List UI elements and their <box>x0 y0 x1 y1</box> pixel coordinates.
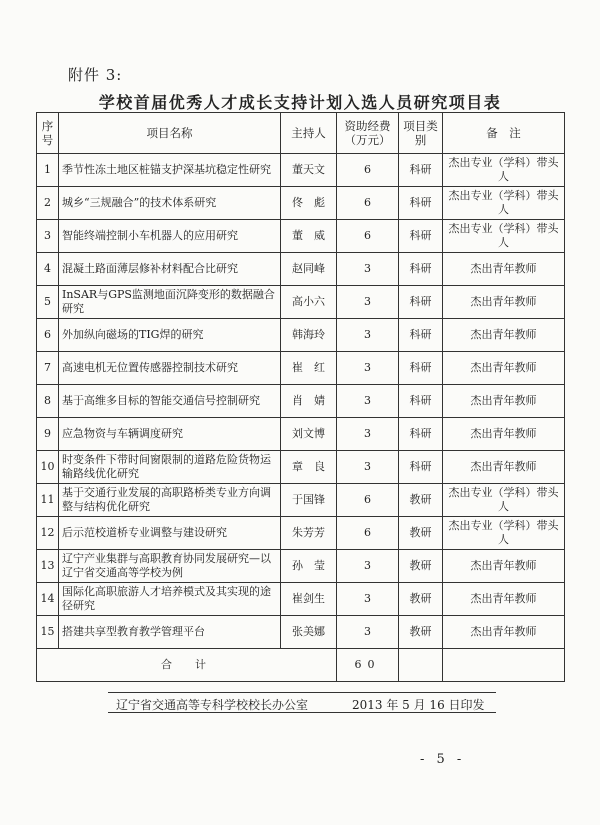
issue-date: 2013 年 5 月 16 日印发 <box>352 698 485 712</box>
row-seq: 7 <box>37 352 59 385</box>
row-host: 赵同峰 <box>281 253 337 286</box>
table-row <box>37 385 565 418</box>
row-seq: 2 <box>37 187 59 220</box>
table-row <box>37 418 565 451</box>
table-row <box>37 220 565 253</box>
row-funding: 3 <box>337 418 399 451</box>
row-note: 杰出青年教师 <box>443 286 565 319</box>
row-project-name: InSAR与GPS监测地面沉降变形的数据融合研究 <box>59 286 281 319</box>
row-host: 孙 莹 <box>281 550 337 583</box>
row-type: 科研 <box>399 220 443 253</box>
header-host: 主持人 <box>281 113 337 154</box>
footer-top-rule <box>108 692 496 693</box>
row-project-name: 高速电机无位置传感器控制技术研究 <box>59 352 281 385</box>
row-project-name: 季节性冻土地区桩锚支护深基坑稳定性研究 <box>59 154 281 187</box>
header-note: 备 注 <box>443 113 565 154</box>
row-host: 刘文博 <box>281 418 337 451</box>
table-row <box>37 517 565 550</box>
row-seq: 3 <box>37 220 59 253</box>
header-funding: 资助经费（万元） <box>337 113 399 154</box>
row-seq: 11 <box>37 484 59 517</box>
row-funding: 6 <box>337 220 399 253</box>
table-row <box>37 451 565 484</box>
row-funding: 3 <box>337 550 399 583</box>
row-type: 科研 <box>399 418 443 451</box>
row-type: 科研 <box>399 352 443 385</box>
table-row <box>37 319 565 352</box>
row-funding: 3 <box>337 583 399 616</box>
row-project-name: 时变条件下带时间窗限制的道路危险货物运输路线优化研究 <box>59 451 281 484</box>
project-table <box>36 112 565 682</box>
header-seq: 序号 <box>37 113 59 154</box>
row-project-name: 智能终端控制小车机器人的应用研究 <box>59 220 281 253</box>
footer-bottom-rule <box>108 712 496 713</box>
row-funding: 3 <box>337 451 399 484</box>
row-host: 崔 红 <box>281 352 337 385</box>
total-value: 60 <box>337 649 399 682</box>
row-type: 教研 <box>399 550 443 583</box>
row-type: 科研 <box>399 253 443 286</box>
row-seq: 8 <box>37 385 59 418</box>
row-seq: 13 <box>37 550 59 583</box>
row-seq: 12 <box>37 517 59 550</box>
row-project-name: 基于高维多目标的智能交通信号控制研究 <box>59 385 281 418</box>
row-note: 杰出专业（学科）带头人 <box>443 484 565 517</box>
row-type: 教研 <box>399 517 443 550</box>
row-project-name: 搭建共享型教育教学管理平台 <box>59 616 281 649</box>
row-host: 高小六 <box>281 286 337 319</box>
table-row <box>37 187 565 220</box>
row-type: 教研 <box>399 484 443 517</box>
table-row <box>37 583 565 616</box>
header-project-name: 项目名称 <box>59 113 281 154</box>
row-note: 杰出青年教师 <box>443 583 565 616</box>
row-project-name: 混凝土路面薄层修补材料配合比研究 <box>59 253 281 286</box>
row-host: 崔剑生 <box>281 583 337 616</box>
header-type: 项目类别 <box>399 113 443 154</box>
page-number: - 5 - <box>420 752 466 767</box>
row-host: 章 良 <box>281 451 337 484</box>
row-funding: 3 <box>337 253 399 286</box>
attachment-label: 附件 3: <box>68 66 123 84</box>
row-funding: 3 <box>337 319 399 352</box>
table-row <box>37 286 565 319</box>
row-funding: 6 <box>337 484 399 517</box>
row-note: 杰出专业（学科）带头人 <box>443 517 565 550</box>
table-row <box>37 616 565 649</box>
row-seq: 9 <box>37 418 59 451</box>
row-seq: 15 <box>37 616 59 649</box>
row-type: 科研 <box>399 187 443 220</box>
row-project-name: 应急物资与车辆调度研究 <box>59 418 281 451</box>
row-type: 科研 <box>399 286 443 319</box>
row-note: 杰出青年教师 <box>443 418 565 451</box>
row-type: 教研 <box>399 583 443 616</box>
row-seq: 5 <box>37 286 59 319</box>
row-host: 董 威 <box>281 220 337 253</box>
row-funding: 6 <box>337 187 399 220</box>
row-note: 杰出青年教师 <box>443 319 565 352</box>
row-host: 肖 婧 <box>281 385 337 418</box>
row-type: 教研 <box>399 616 443 649</box>
row-funding: 3 <box>337 286 399 319</box>
row-funding: 3 <box>337 352 399 385</box>
table-row <box>37 352 565 385</box>
document-title: 学校首届优秀人才成长支持计划入选人员研究项目表 <box>98 93 502 112</box>
row-funding: 6 <box>337 517 399 550</box>
row-type: 科研 <box>399 319 443 352</box>
row-note: 杰出青年教师 <box>443 550 565 583</box>
row-host: 于国锋 <box>281 484 337 517</box>
row-seq: 4 <box>37 253 59 286</box>
row-project-name: 辽宁产业集群与高职教育协同发展研究—以辽宁省交通高等学校为例 <box>59 550 281 583</box>
table-row <box>37 484 565 517</box>
total-label: 合 计 <box>37 649 337 682</box>
row-note: 杰出专业（学科）带头人 <box>443 187 565 220</box>
row-seq: 10 <box>37 451 59 484</box>
row-note: 杰出专业（学科）带头人 <box>443 220 565 253</box>
row-project-name: 城乡“三规融合”的技术体系研究 <box>59 187 281 220</box>
row-host: 韩海玲 <box>281 319 337 352</box>
row-seq: 14 <box>37 583 59 616</box>
total-empty-note <box>443 649 565 682</box>
row-host: 佟 彪 <box>281 187 337 220</box>
table-row <box>37 253 565 286</box>
row-funding: 3 <box>337 616 399 649</box>
row-project-name: 国际化高职旅游人才培养模式及其实现的途径研究 <box>59 583 281 616</box>
table-header-row <box>37 113 565 154</box>
row-funding: 3 <box>337 385 399 418</box>
row-funding: 6 <box>337 154 399 187</box>
table-row <box>37 550 565 583</box>
table-row <box>37 154 565 187</box>
row-project-name: 外加纵向磁场的TIG焊的研究 <box>59 319 281 352</box>
row-host: 张美娜 <box>281 616 337 649</box>
row-project-name: 基于交通行业发展的高职路桥类专业方向调整与结构优化研究 <box>59 484 281 517</box>
issuing-office: 辽宁省交通高等专科学校校长办公室 <box>116 698 309 712</box>
row-seq: 6 <box>37 319 59 352</box>
row-note: 杰出青年教师 <box>443 352 565 385</box>
row-note: 杰出青年教师 <box>443 253 565 286</box>
row-seq: 1 <box>37 154 59 187</box>
total-row <box>37 649 565 682</box>
row-note: 杰出青年教师 <box>443 451 565 484</box>
row-project-name: 后示范校道桥专业调整与建设研究 <box>59 517 281 550</box>
row-type: 科研 <box>399 451 443 484</box>
row-host: 董天文 <box>281 154 337 187</box>
row-note: 杰出青年教师 <box>443 616 565 649</box>
row-type: 科研 <box>399 385 443 418</box>
row-type: 科研 <box>399 154 443 187</box>
row-note: 杰出青年教师 <box>443 385 565 418</box>
row-host: 朱芳芳 <box>281 517 337 550</box>
total-empty-type <box>399 649 443 682</box>
row-note: 杰出专业（学科）带头人 <box>443 154 565 187</box>
